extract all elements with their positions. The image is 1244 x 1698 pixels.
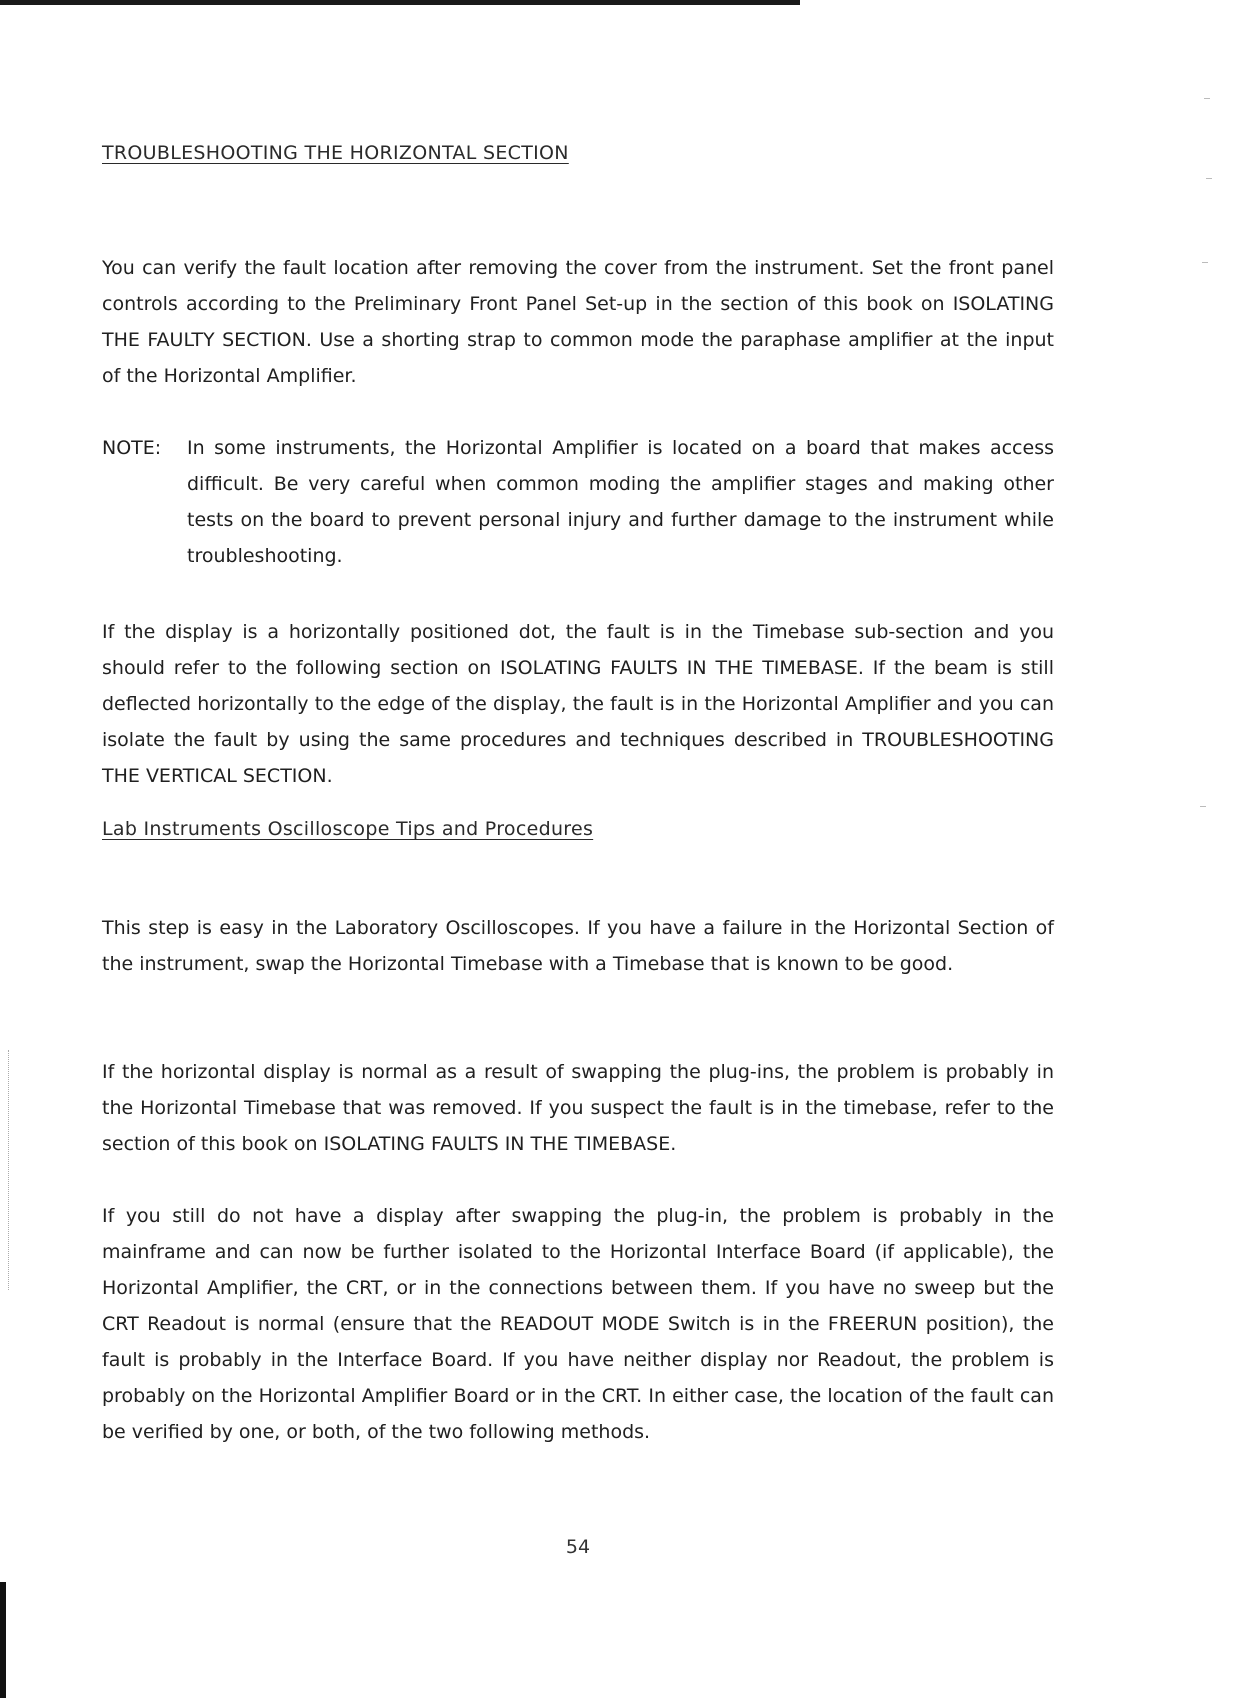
scan-speck: [1200, 806, 1206, 807]
subheading-lab-instruments: Lab Instruments Oscilloscope Tips and Procedures: [102, 818, 594, 840]
note-text: In some instruments, the Horizontal Amplifier is located on a board that makes access difficult. Be very careful when common moding the amplifier stages and making other tests on the board to prevent personal injury and further damage to the instrument while troubleshooting.: [187, 437, 1054, 567]
paragraph-fault-location: You can verify the fault location after removing the cover from the instrument. Set the front panel controls according to the Preliminary Front Panel Set-up in the section of this book on ISOLATING THE FAULTY SECTION. Use a shorting strap to common mode the paraphase amplifier at the input of the Horizontal Amplifier.: [102, 257, 1054, 387]
scan-speck: [1202, 262, 1208, 263]
top-edge-rule: [0, 0, 800, 5]
paragraph-lab-swap: This step is easy in the Laboratory Oscilloscopes. If you have a failure in the Horizontal Section of the instrument, swap the Horizontal Timebase with a Timebase that is known to be good.: [102, 917, 1054, 975]
left-edge-bar: [0, 1582, 6, 1698]
paragraph-horizontal-dot: If the display is a horizontally positioned dot, the fault is in the Timebase sub-section and you should refer to the following section on ISOLATING FAULTS IN THE TIMEBASE. If the beam is still deflected horizontally to the edge of the display, the fault is in the Horizontal Amplifier and you can isolate the fault by using the same procedures and techniques described in TROUBLESHOOTING THE VERTICAL SECTION.: [102, 621, 1054, 787]
left-margin-dots: [8, 1050, 9, 1290]
paragraph-normal-display: If the horizontal display is normal as a result of swapping the plug-ins, the problem is probably in the Horizontal Timebase that was removed. If you suspect the fault is in the timebase, refer to the section of this book on ISOLATING FAULTS IN THE TIMEBASE.: [102, 1061, 1054, 1155]
scan-speck: [1206, 178, 1212, 179]
scan-speck: [1204, 98, 1210, 99]
note-label: NOTE:: [102, 437, 162, 459]
paragraph-no-display: If you still do not have a display after swapping the plug-in, the problem is probably in the mainframe and can now be further isolated to the Horizontal Interface Board (if applicable), the Horizontal Amplifier, the CRT, or in the connections between them. If you have no sweep but the CRT Readout is normal (ensure that the READOUT MODE Switch is in the FREERUN position), the fault is probably in the Interface Board. If you have neither display nor Readout, the problem is probably on the Horizontal Amplifier Board or in the CRT. In either case, the location of the fault can be verified by one, or both, of the two following methods.: [102, 1205, 1054, 1443]
page-number: 54: [565, 1536, 591, 1558]
section-heading: TROUBLESHOOTING THE HORIZONTAL SECTION: [102, 142, 569, 164]
